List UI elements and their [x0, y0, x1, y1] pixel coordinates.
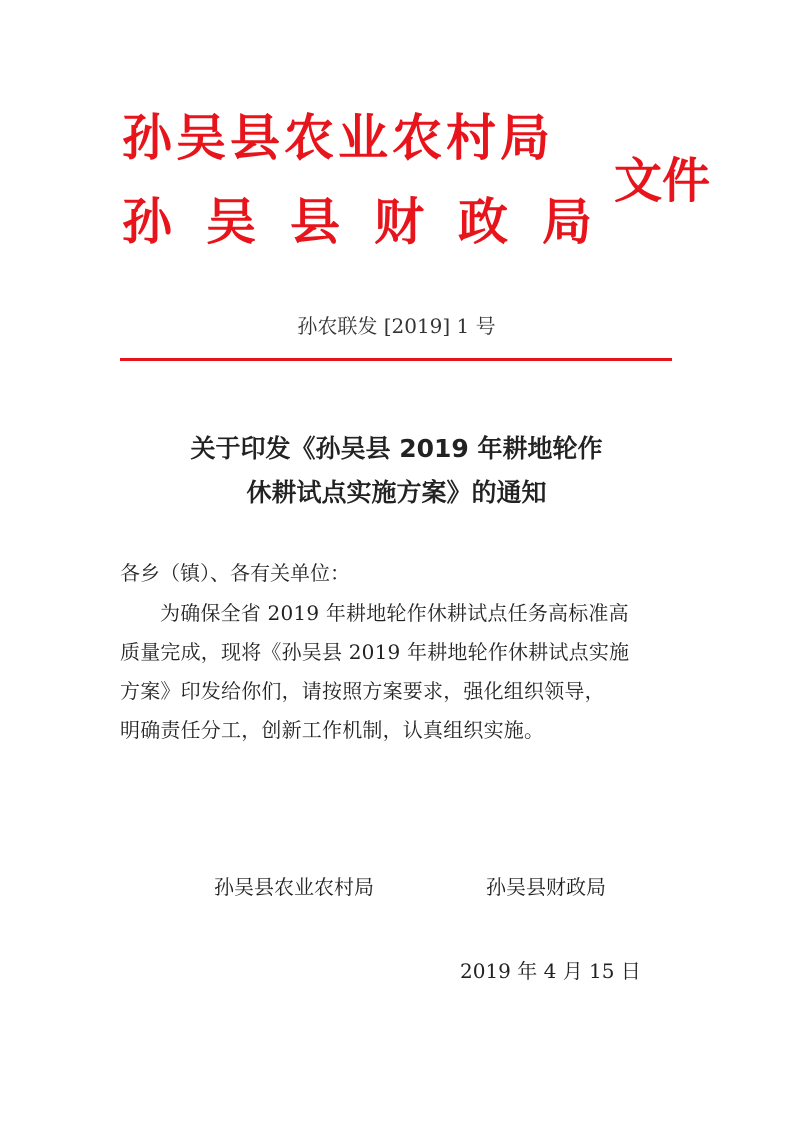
- notice-title-line-2: 休耕试点实施方案》的通知: [246, 478, 547, 507]
- signer-agriculture-bureau: 孙吴县农业农村局: [214, 875, 374, 899]
- signer-finance-bureau: 孙吴县财政局: [486, 875, 606, 899]
- issuer-line-finance-bureau: 孙吴县财政局: [122, 192, 626, 251]
- body-paragraph-line: 质量完成，现将《孙吴县 2019 年耕地轮作休耕试点实施: [120, 640, 630, 664]
- issuer-line-agriculture-bureau: 孙吴县农业农村局: [122, 108, 554, 167]
- salutation: 各乡（镇）、各有关单位：: [120, 561, 350, 585]
- document-number: 孙农联发 [2019] 1 号: [297, 314, 496, 338]
- body-paragraph-line: 为确保全省 2019 年耕地轮作休耕试点任务高标准高: [160, 601, 629, 625]
- document-suffix: 文件: [614, 153, 711, 209]
- body-paragraph-line: 明确责任分工，创新工作机制，认真组织实施。: [120, 718, 545, 742]
- body-paragraph-line: 方案》印发给你们，请按照方案要求，强化组织领导，: [120, 679, 605, 703]
- notice-title-line-1: 关于印发《孙吴县 2019 年耕地轮作: [190, 434, 603, 463]
- document-date: 2019 年 4 月 15 日: [460, 959, 641, 983]
- red-separator-line: [120, 358, 672, 361]
